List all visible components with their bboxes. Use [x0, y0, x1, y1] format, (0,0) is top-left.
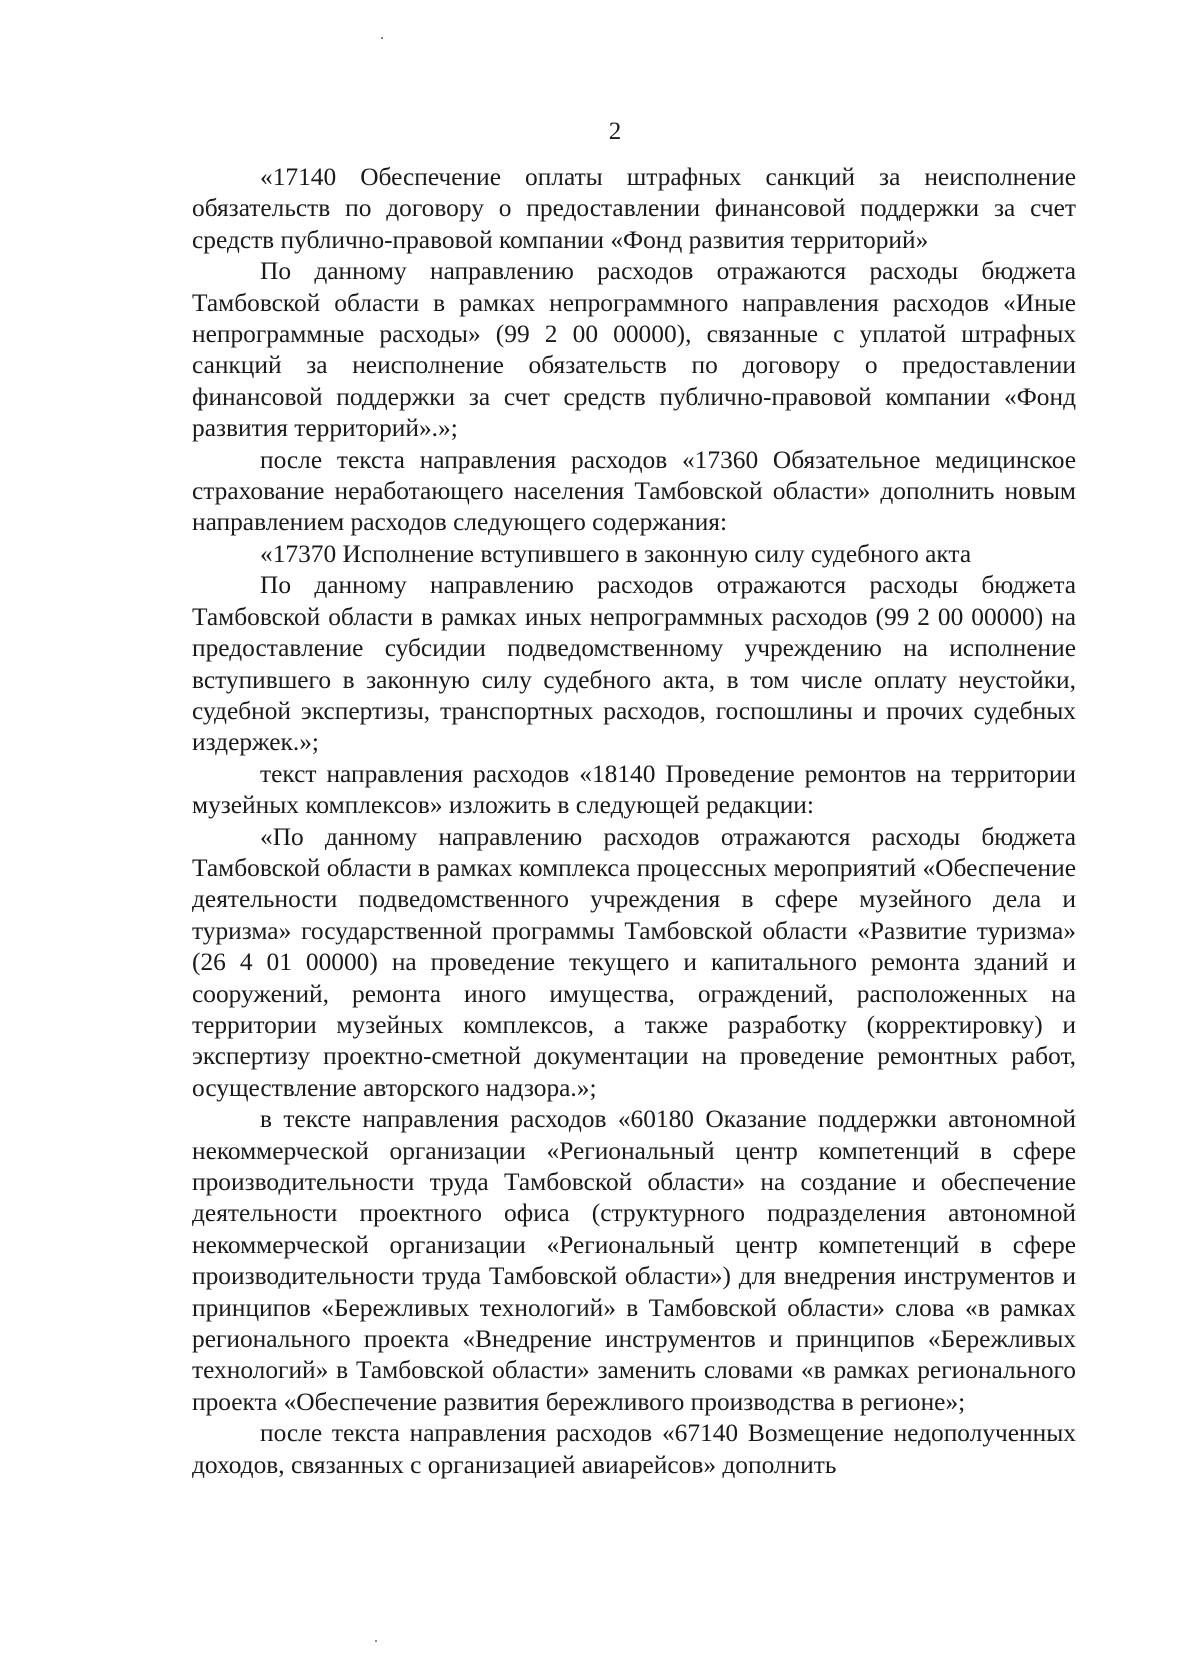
document-body	[192, 162, 1076, 1481]
paragraph-18140-intro: текст направления расходов «18140 Проведение ремонтов на территории музейных комплексов» изложить в следующей редакции:	[192, 759, 1076, 820]
page-number: 2	[608, 118, 622, 145]
paragraph-17140-heading: «17140 Обеспечение оплаты штрафных санкций за неисполнение обязательств по договору о предоставлении финансовой поддержки за счет средств публично-правовой компании «Фонд развития территорий»	[192, 163, 1076, 254]
paragraph-60180-amendment: в тексте направления расходов «60180 Оказание поддержки автономной некоммерческой организации «Региональный центр компетенций в сфере производительности труда Тамбовской области» на создание и обеспечение деятельности проектного офиса (структурного подразделения автономной некоммерческой организации «Региональный центр компетенций в сфере производительности труда Тамбовской области») для внедрения инструментов и принципов «Бережливых технологий» в Тамбовской области» слова «в рамках регионального проекта «Внедрение инструментов и принципов «Бережливых технологий» в Тамбовской области» заменить словами «в рамках регионального проекта «Обеспечение развития бережливого производства в регионе»;	[192, 1105, 1076, 1416]
paragraph-after-67140: после текста направления расходов «67140 Возмещение недополученных доходов, связанных с организацией авиарейсов» дополнить	[192, 1419, 1076, 1479]
paragraph-after-17360: после текста направления расходов «17360 Обязательное медицинское страхование неработающего населения Тамбовской области» дополнить новым направлением расходов следующего содержания:	[192, 445, 1076, 537]
paragraph-17370-description: По данному направлению расходов отражаются расходы бюджета Тамбовской области в рамках иных непрограммных расходов (99 2 00 00000) на предоставление субсидии подведомственному учреждению на исполнение вступившего в законную силу судебного акта, в том числе оплату неустойки, судебной экспертизы, транспортных расходов, госпошлины и прочих судебных издержек.»;	[192, 571, 1076, 757]
scan-artifact-dot	[381, 37, 383, 39]
paragraph-17370-heading: «17370 Исполнение вступившего в законную силу судебного акта	[260, 539, 972, 568]
paragraph-17140-description: По данному направлению расходов отражаются расходы бюджета Тамбовской области в рамках непрограммного направления расходов «Иные непрограммные расходы» (99 2 00 00000), связанные с уплатой штрафных санкций за неисполнение обязательств по договору о предоставлении финансовой поддержки за счет средств публично-правовой компании «Фонд развития территорий».»;	[192, 257, 1076, 443]
scan-artifact-dot	[375, 1640, 377, 1642]
paragraph-18140-new-text: «По данному направлению расходов отражаются расходы бюджета Тамбовской области в рамках комплекса процессных мероприятий «Обеспечение деятельности подведомственного учреждения в сфере музейного дела и туризма» государственной программы Тамбовской области «Развитие туризма» (26 4 01 00000) на проведение текущего и капитального ремонта зданий и сооружений, ремонта иного имущества, ограждений, расположенных на территории музейных комплексов, а также разработку (корректировку) и экспертизу проектно-сметной документации на проведение ремонтных работ, осуществление авторского надзора.»;	[192, 822, 1076, 1102]
